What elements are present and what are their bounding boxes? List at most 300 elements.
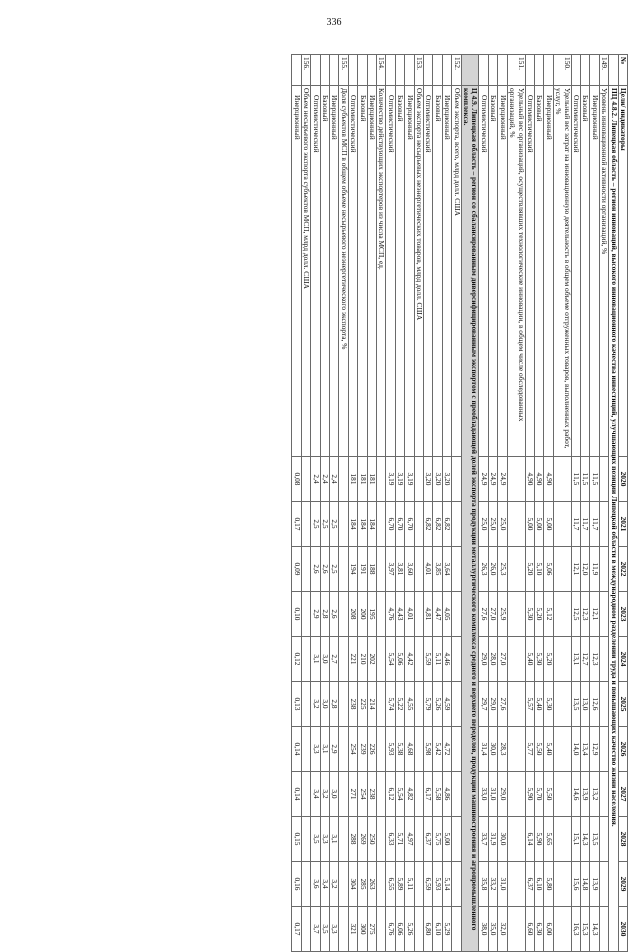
value-cell: 12,7 (580, 637, 589, 682)
value-cell: 5,80 (544, 862, 553, 907)
scenario-row (424, 55, 433, 952)
indicator-row (377, 55, 386, 952)
indicator-row (452, 55, 461, 952)
value-cell: 5,38 (395, 727, 404, 772)
value-cell: 0,09 (292, 547, 301, 592)
value-cell: 239 (358, 727, 367, 772)
empty-cell (414, 817, 423, 862)
row-number-cell (367, 55, 376, 86)
scenario-row (580, 55, 589, 952)
value-cell: 6,82 (442, 502, 451, 547)
value-cell: 5,29 (442, 907, 451, 952)
value-cell: 5,40 (525, 637, 534, 682)
value-cell: 5,20 (534, 592, 543, 637)
goal-section-row (609, 55, 618, 952)
empty-cell (377, 862, 386, 907)
value-cell: 254 (348, 727, 357, 772)
value-cell: 321 (348, 907, 357, 952)
empty-cell (301, 457, 310, 502)
value-cell: 3,2 (330, 862, 339, 907)
scenario-row (330, 55, 339, 952)
value-cell: 28,3 (498, 727, 507, 772)
indicator-row (599, 55, 608, 952)
value-cell: 38,0 (479, 907, 488, 952)
value-cell: 6,37 (525, 862, 534, 907)
scenario-row (405, 55, 414, 952)
value-cell: 5,54 (395, 772, 404, 817)
value-cell: 14,3 (590, 907, 599, 952)
value-cell: 214 (367, 682, 376, 727)
value-cell: 6,12 (386, 772, 395, 817)
header-year: 2025 (618, 682, 627, 727)
value-cell: 3,3 (320, 817, 329, 862)
value-cell: 254 (358, 772, 367, 817)
value-cell: 4,97 (405, 817, 414, 862)
row-number-cell (525, 55, 534, 86)
empty-cell (339, 772, 348, 817)
value-cell: 12,1 (571, 547, 580, 592)
value-cell: 12,1 (590, 592, 599, 637)
value-cell: 5,26 (433, 682, 442, 727)
empty-cell (414, 547, 423, 592)
value-cell: 2,5 (320, 502, 329, 547)
row-number-cell (461, 55, 479, 86)
empty-cell (301, 907, 310, 952)
value-cell: 191 (358, 547, 367, 592)
value-cell: 5,75 (433, 817, 442, 862)
value-cell: 11,7 (580, 502, 589, 547)
value-cell: 5,59 (424, 637, 433, 682)
value-cell: 2,4 (330, 457, 339, 502)
value-cell: 31,9 (488, 817, 497, 862)
value-cell: 4,47 (433, 592, 442, 637)
table-body (292, 55, 618, 952)
value-cell: 5,79 (424, 682, 433, 727)
value-cell: 5,00 (525, 502, 534, 547)
value-cell: 13,4 (580, 727, 589, 772)
header-year: 2023 (618, 592, 627, 637)
value-cell: 13,9 (580, 772, 589, 817)
value-cell: 4,81 (424, 592, 433, 637)
scenario-row (525, 55, 534, 952)
value-cell: 2,8 (320, 592, 329, 637)
value-cell: 33,0 (479, 772, 488, 817)
value-cell: 3,81 (395, 547, 404, 592)
value-cell: 28,0 (488, 637, 497, 682)
header-year: 2029 (618, 862, 627, 907)
empty-cell (377, 727, 386, 772)
value-cell: 3,2 (311, 682, 320, 727)
empty-cell (339, 457, 348, 502)
empty-cell (553, 502, 571, 547)
value-cell: 33,7 (479, 817, 488, 862)
page-number: 336 (326, 17, 342, 28)
value-cell: 3,5 (311, 817, 320, 862)
empty-cell (452, 457, 461, 502)
value-cell: 210 (358, 637, 367, 682)
header-year: 2026 (618, 727, 627, 772)
value-cell: 304 (348, 862, 357, 907)
value-cell: 6,14 (525, 817, 534, 862)
value-cell: 4,72 (442, 727, 451, 772)
value-cell: 27,6 (498, 682, 507, 727)
empty-cell (377, 817, 386, 862)
value-cell: 300 (358, 907, 367, 952)
indicator-number: 151. (507, 55, 525, 86)
value-cell: 35,8 (479, 862, 488, 907)
empty-cell (377, 772, 386, 817)
empty-cell (599, 457, 608, 502)
empty-cell (301, 862, 310, 907)
scenario-row (433, 55, 442, 952)
indicator-name: Объем несырьевого экспорта субъектов МСП, млрд долл. США (301, 86, 310, 457)
value-cell: 250 (367, 817, 376, 862)
row-number-cell (386, 55, 395, 86)
empty-cell (301, 592, 310, 637)
value-cell: 13,1 (571, 637, 580, 682)
scenario-name: Оптимистический (311, 86, 320, 457)
value-cell: 33,2 (488, 862, 497, 907)
value-cell: 3,5 (320, 907, 329, 952)
empty-cell (339, 907, 348, 952)
value-cell: 5,30 (525, 592, 534, 637)
value-cell: 6,55 (386, 862, 395, 907)
scenario-row (320, 55, 329, 952)
value-cell: 5,00 (534, 502, 543, 547)
value-cell: 26,3 (479, 547, 488, 592)
value-cell: 6,60 (525, 907, 534, 952)
value-cell: 4,90 (534, 457, 543, 502)
indicator-name: Объем экспорта несырьевых неэнергетических товаров, млрд долл. США (414, 86, 423, 457)
empty-cell (553, 682, 571, 727)
scenario-name: Базовый (358, 86, 367, 457)
value-cell: 13,0 (580, 682, 589, 727)
value-cell: 13,5 (571, 682, 580, 727)
empty-cell (507, 502, 525, 547)
header-year: 2028 (618, 817, 627, 862)
value-cell: 181 (367, 457, 376, 502)
value-cell: 29,0 (498, 772, 507, 817)
row-number-cell (358, 55, 367, 86)
value-cell: 29,7 (479, 682, 488, 727)
indicator-row (414, 55, 423, 952)
empty-cell (339, 682, 348, 727)
empty-cell (377, 682, 386, 727)
value-cell: 6,00 (544, 907, 553, 952)
empty-cell (339, 592, 348, 637)
value-cell: 5,06 (544, 547, 553, 592)
value-cell: 25,0 (498, 502, 507, 547)
indicator-number: 155. (339, 55, 348, 86)
row-number-cell (609, 55, 618, 86)
header-year: 2020 (618, 457, 627, 502)
indicator-name: Количество действующих экспортеров из числа МСП, ед. (377, 86, 386, 457)
scenario-name: Базовый (580, 86, 589, 457)
value-cell: 184 (348, 502, 357, 547)
value-cell: 4,90 (525, 457, 534, 502)
value-cell: 5,11 (405, 862, 414, 907)
value-cell: 6,82 (433, 502, 442, 547)
empty-cell (414, 457, 423, 502)
empty-cell (599, 907, 608, 952)
value-cell: 188 (367, 547, 376, 592)
value-cell: 13,2 (590, 772, 599, 817)
scenario-name: Инерционный (292, 86, 301, 457)
value-cell: 14,6 (571, 772, 580, 817)
empty-cell (452, 862, 461, 907)
indicator-name: Доля субъектов МСП в общем объеме несырьевого неэнергетического экспорта, % (339, 86, 348, 457)
indicator-row (301, 55, 310, 952)
empty-cell (599, 592, 608, 637)
header-indicator: Цели/ индикаторы (618, 86, 627, 457)
row-number-cell (320, 55, 329, 86)
empty-cell (301, 727, 310, 772)
row-number-cell (433, 55, 442, 86)
value-cell: 0,08 (292, 457, 301, 502)
scenario-row (367, 55, 376, 952)
value-cell: 12,9 (590, 727, 599, 772)
value-cell: 2,9 (311, 592, 320, 637)
empty-cell (507, 727, 525, 772)
scenario-name: Инерционный (405, 86, 414, 457)
value-cell: 3,20 (424, 457, 433, 502)
value-cell: 225 (358, 682, 367, 727)
empty-cell (452, 592, 461, 637)
row-number-cell (330, 55, 339, 86)
scenario-row (498, 55, 507, 952)
value-cell: 3,3 (330, 907, 339, 952)
empty-cell (301, 637, 310, 682)
value-cell: 5,26 (405, 907, 414, 952)
indicator-number: 156. (301, 55, 310, 86)
empty-cell (377, 457, 386, 502)
value-cell: 238 (348, 682, 357, 727)
value-cell: 2,9 (330, 727, 339, 772)
scenario-name: Оптимистический (386, 86, 395, 457)
scenario-row (395, 55, 404, 952)
value-cell: 4,43 (395, 592, 404, 637)
value-cell: 0,10 (292, 592, 301, 637)
value-cell: 221 (348, 637, 357, 682)
value-cell: 14,0 (571, 727, 580, 772)
value-cell: 31,0 (498, 862, 507, 907)
value-cell: 3,85 (433, 547, 442, 592)
scenario-name: Оптимистический (479, 86, 488, 457)
value-cell: 184 (358, 502, 367, 547)
value-cell: 184 (367, 502, 376, 547)
empty-cell (414, 592, 423, 637)
empty-cell (599, 862, 608, 907)
empty-cell (553, 772, 571, 817)
value-cell: 6,10 (433, 907, 442, 952)
value-cell: 5,74 (386, 682, 395, 727)
value-cell: 3,4 (311, 772, 320, 817)
value-cell: 11,7 (590, 502, 599, 547)
value-cell: 11,7 (571, 502, 580, 547)
header-year: 2024 (618, 637, 627, 682)
row-number-cell (479, 55, 488, 86)
table-header-row (618, 55, 627, 952)
value-cell: 29,0 (488, 682, 497, 727)
value-cell: 288 (348, 817, 357, 862)
value-cell: 6,76 (386, 907, 395, 952)
scenario-row (348, 55, 357, 952)
value-cell: 11,5 (590, 457, 599, 502)
indicator-number: 153. (414, 55, 423, 86)
value-cell: 27,6 (479, 592, 488, 637)
empty-cell (377, 907, 386, 952)
value-cell: 3,1 (330, 817, 339, 862)
value-cell: 5,57 (525, 682, 534, 727)
value-cell: 6,70 (386, 502, 395, 547)
value-cell: 4,86 (442, 772, 451, 817)
value-cell: 3,97 (386, 547, 395, 592)
value-cell: 6,17 (424, 772, 433, 817)
empty-cell (599, 502, 608, 547)
row-number-cell (580, 55, 589, 86)
value-cell: 0,17 (292, 502, 301, 547)
value-cell: 5,93 (386, 727, 395, 772)
value-cell: 13,9 (590, 862, 599, 907)
value-cell: 12,3 (580, 592, 589, 637)
value-cell: 5,11 (433, 637, 442, 682)
value-cell: 3,6 (311, 862, 320, 907)
value-cell: 12,5 (571, 592, 580, 637)
empty-cell (339, 727, 348, 772)
indicator-name: Уровень инновационной активности организаций, % (599, 86, 608, 457)
value-cell: 5,10 (534, 547, 543, 592)
header-year: 2030 (618, 907, 627, 952)
value-cell: 4,68 (405, 727, 414, 772)
value-cell: 2,6 (320, 547, 329, 592)
rotated-table-container (16, 54, 628, 937)
empty-cell (377, 502, 386, 547)
value-cell: 4,46 (442, 637, 451, 682)
value-cell: 3,19 (405, 457, 414, 502)
empty-cell (507, 772, 525, 817)
scenario-row (590, 55, 599, 952)
value-cell: 5,06 (395, 637, 404, 682)
value-cell: 2,4 (320, 457, 329, 502)
empty-cell (553, 727, 571, 772)
scenario-name: Инерционный (442, 86, 451, 457)
indicator-number: 152. (452, 55, 461, 86)
empty-cell (553, 547, 571, 592)
value-cell: 29,0 (479, 637, 488, 682)
value-cell: 5,42 (433, 727, 442, 772)
empty-cell (301, 682, 310, 727)
empty-cell (452, 727, 461, 772)
value-cell: 4,90 (544, 457, 553, 502)
scenario-name: Инерционный (590, 86, 599, 457)
value-cell: 5,14 (442, 862, 451, 907)
value-cell: 263 (367, 862, 376, 907)
row-number-cell (534, 55, 543, 86)
empty-cell (553, 817, 571, 862)
indicator-number: 149. (599, 55, 608, 86)
value-cell: 181 (348, 457, 357, 502)
empty-cell (553, 637, 571, 682)
row-number-cell (348, 55, 357, 86)
value-cell: 2,6 (311, 547, 320, 592)
value-cell: 15,1 (571, 817, 580, 862)
empty-cell (452, 907, 461, 952)
value-cell: 14,3 (580, 817, 589, 862)
value-cell: 2,5 (330, 502, 339, 547)
value-cell: 3,3 (311, 727, 320, 772)
scenario-name: Оптимистический (424, 86, 433, 457)
empty-cell (507, 547, 525, 592)
value-cell: 6,82 (424, 502, 433, 547)
value-cell: 4,55 (405, 682, 414, 727)
empty-cell (339, 817, 348, 862)
value-cell: 2,8 (330, 682, 339, 727)
value-cell: 2,4 (311, 457, 320, 502)
indicator-number: 150. (553, 55, 571, 86)
value-cell: 15,3 (580, 907, 589, 952)
value-cell: 12,0 (580, 547, 589, 592)
empty-cell (452, 637, 461, 682)
scenario-row (442, 55, 451, 952)
empty-cell (599, 637, 608, 682)
empty-cell (301, 547, 310, 592)
value-cell: 6,37 (424, 817, 433, 862)
value-cell: 0,12 (292, 637, 301, 682)
value-cell: 5,12 (544, 592, 553, 637)
indicator-row (553, 55, 571, 952)
empty-cell (377, 637, 386, 682)
value-cell: 5,50 (534, 727, 543, 772)
goal-title: Ц 4.9. Липецкая область – регион со сбалансированным диверсифицированным экспортом с преобладающей долей экспорта продукции металлургического комплекса среднего и верхнего переделов, продукции машиностроения и агропромышленного комплекса. (461, 86, 479, 952)
value-cell: 31,0 (488, 772, 497, 817)
value-cell: 5,40 (544, 727, 553, 772)
scenario-name: Оптимистический (348, 86, 357, 457)
value-cell: 5,58 (433, 772, 442, 817)
value-cell: 3,4 (320, 862, 329, 907)
scenario-name: Оптимистический (571, 86, 580, 457)
value-cell: 3,20 (442, 457, 451, 502)
value-cell: 3,64 (442, 547, 451, 592)
row-number-cell (292, 55, 301, 86)
empty-cell (339, 547, 348, 592)
value-cell: 6,10 (534, 862, 543, 907)
scenario-name: Инерционный (498, 86, 507, 457)
value-cell: 181 (358, 457, 367, 502)
header-number: № (618, 55, 627, 86)
value-cell: 35,0 (488, 907, 497, 952)
value-cell: 5,30 (534, 637, 543, 682)
value-cell: 5,20 (525, 547, 534, 592)
value-cell: 200 (358, 592, 367, 637)
scenario-name: Базовый (320, 86, 329, 457)
empty-cell (507, 637, 525, 682)
value-cell: 11,5 (571, 457, 580, 502)
value-cell: 5,50 (544, 772, 553, 817)
scenario-name: Инерционный (330, 86, 339, 457)
row-number-cell (544, 55, 553, 86)
empty-cell (414, 907, 423, 952)
value-cell: 5,77 (525, 727, 534, 772)
indicator-name: Удельный вес организаций, осуществлявших технологические инновации, в общем числе обследованных организаций, % (507, 86, 525, 457)
value-cell: 24,9 (498, 457, 507, 502)
value-cell: 4,05 (442, 592, 451, 637)
value-cell: 3,0 (320, 682, 329, 727)
value-cell: 5,90 (534, 817, 543, 862)
value-cell: 4,59 (442, 682, 451, 727)
empty-cell (301, 502, 310, 547)
value-cell: 6,80 (424, 907, 433, 952)
value-cell: 3,19 (395, 457, 404, 502)
